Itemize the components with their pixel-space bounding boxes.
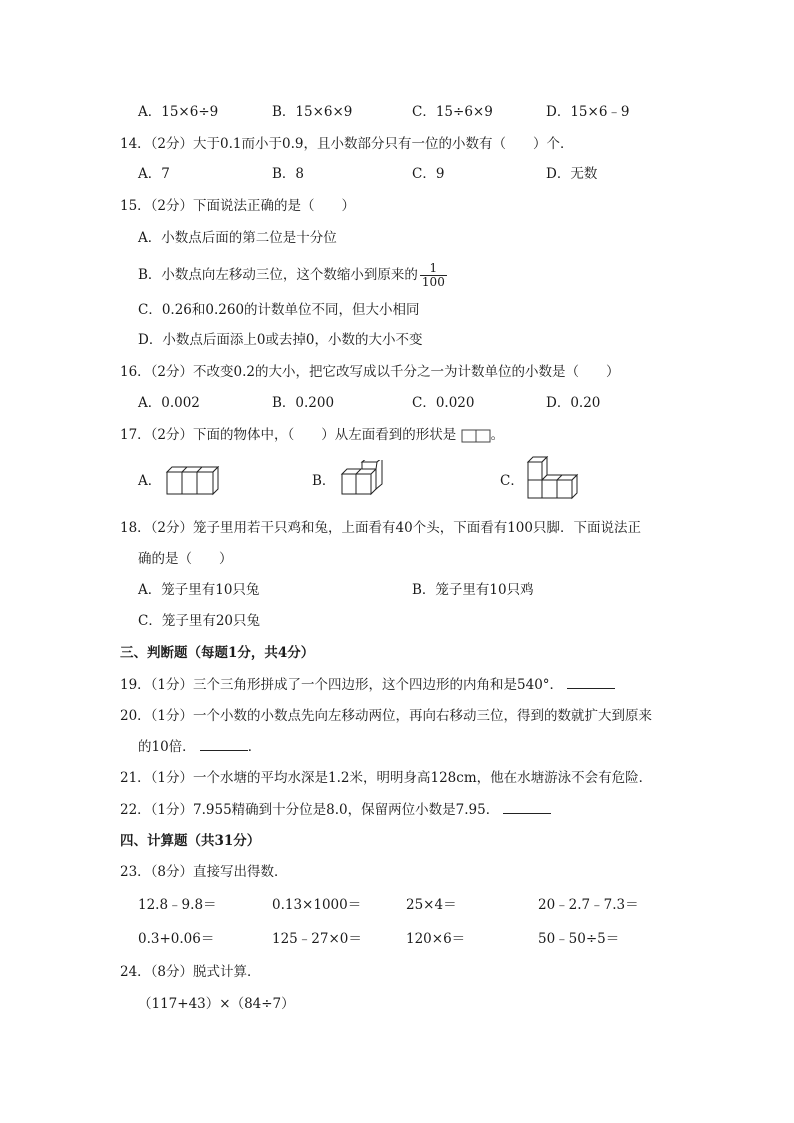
q15-option-d: D．小数点后面添上0或去掉0，小数的大小不变 bbox=[138, 332, 423, 348]
fraction bbox=[420, 262, 447, 289]
q17-option-c-label: C． bbox=[500, 473, 524, 489]
q18-stem-line2: 确的是（ ） bbox=[138, 551, 233, 567]
q22 bbox=[120, 800, 551, 820]
q14-stem: 14．（2分）大于0.1而小于0.9，且小数部分只有一位的小数有（ ）个． bbox=[120, 136, 574, 152]
two-squares-icon bbox=[461, 429, 491, 443]
answer-blank[interactable] bbox=[567, 676, 615, 689]
q17-stem-text: 17．（2分）下面的物体中，（ ）从左面看到的形状是 bbox=[120, 427, 457, 443]
q16-option-a: A．0.002 bbox=[138, 395, 200, 411]
q20-line2-end: ． bbox=[247, 739, 262, 755]
q13-option-d: D．15×6﹣9 bbox=[546, 104, 630, 120]
q14-option-c: C．9 bbox=[412, 166, 445, 182]
q16-option-b: B．0.200 bbox=[272, 395, 335, 411]
q16-option-d: D．0.20 bbox=[546, 395, 601, 411]
q22-text: 22．（1分）7.955精确到十分位是8.0，保留两位小数是7.95． bbox=[120, 802, 500, 818]
q23-item: 12.8﹣9.8＝ bbox=[138, 897, 217, 913]
q24-stem: 24．（8分）脱式计算． bbox=[120, 964, 261, 980]
q15-option-b-text: B．小数点向左移动三位，这个数缩小到原来的 bbox=[138, 267, 418, 283]
q23-item: 20﹣2.7﹣7.3＝ bbox=[538, 897, 639, 913]
q23-item: 120×6＝ bbox=[406, 931, 466, 947]
q19 bbox=[120, 675, 615, 695]
fraction-numerator: 1 bbox=[429, 261, 438, 275]
q17-option-c-figure bbox=[524, 456, 584, 504]
q15-option-a: A．小数点后面的第二位是十分位 bbox=[138, 230, 337, 246]
q24-expression: （117+43）×（84÷7） bbox=[138, 996, 295, 1012]
q23-item: 0.13×1000＝ bbox=[272, 897, 362, 913]
q18-option-b: B．笼子里有10只鸡 bbox=[412, 582, 534, 598]
q17-option-a-figure bbox=[162, 466, 222, 496]
q17-option-a-label: A． bbox=[138, 473, 162, 489]
answer-blank[interactable] bbox=[200, 738, 248, 751]
q14-option-b: B．8 bbox=[272, 166, 305, 182]
q23-item: 125﹣27×0＝ bbox=[272, 931, 362, 947]
q18-option-a: A．笼子里有10只兔 bbox=[138, 582, 260, 598]
q17-stem-end: 。 bbox=[490, 427, 505, 443]
fraction-denominator: 100 bbox=[421, 275, 445, 289]
q15-option-c: C．0.26和0.260的计数单位不同，但大小相同 bbox=[138, 302, 420, 318]
q15-stem: 15．（2分）下面说法正确的是（ ） bbox=[120, 198, 356, 214]
q23-item: 0.3+0.06＝ bbox=[138, 931, 215, 947]
section-3-heading: 三、判断题（每题1分，共4分） bbox=[120, 645, 315, 661]
q21: 21．（1分）一个水塘的平均水深是1.2米，明明身高128cm，他在水塘游泳不会有危险． bbox=[120, 770, 653, 786]
q16-stem: 16．（2分）不改变0.2的大小，把它改写成以千分之一为计数单位的小数是（ ） bbox=[120, 364, 620, 380]
q16-option-c: C．0.020 bbox=[412, 395, 475, 411]
q20-line2-text: 的10倍． bbox=[138, 739, 196, 755]
answer-blank[interactable] bbox=[503, 801, 551, 814]
q17-option-b-figure bbox=[338, 460, 386, 498]
q13-option-b: B．15×6×9 bbox=[272, 104, 353, 120]
q20-line1: 20．（1分）一个小数的小数点先向左移动两位，再向右移动三位，得到的数就扩大到原来 bbox=[120, 708, 653, 724]
q23-item: 50﹣50÷5＝ bbox=[538, 931, 620, 947]
q13-option-c: C．15÷6×9 bbox=[412, 104, 493, 120]
q18-option-c: C．笼子里有20只兔 bbox=[138, 613, 261, 629]
q23-item: 25×4＝ bbox=[406, 897, 457, 913]
q15-option-b bbox=[138, 262, 447, 289]
q20-line2 bbox=[138, 737, 261, 757]
q23-stem: 23．（8分）直接写出得数． bbox=[120, 864, 288, 880]
q13-option-a: A．15×6÷9 bbox=[138, 104, 219, 120]
q14-option-a: A．7 bbox=[138, 166, 170, 182]
q17-option-b-label: B． bbox=[312, 473, 336, 489]
q14-option-d: D．无数 bbox=[546, 166, 598, 182]
q19-text: 19．（1分）三个三角形拼成了一个四边形，这个四边形的内角和是540°． bbox=[120, 677, 564, 693]
q18-stem-line1: 18．（2分）笼子里用若干只鸡和兔，上面看有40个头，下面看有100只脚．下面说法正 bbox=[120, 520, 641, 536]
q17-stem bbox=[120, 425, 504, 445]
section-4-heading: 四、计算题（共31分） bbox=[120, 833, 261, 849]
